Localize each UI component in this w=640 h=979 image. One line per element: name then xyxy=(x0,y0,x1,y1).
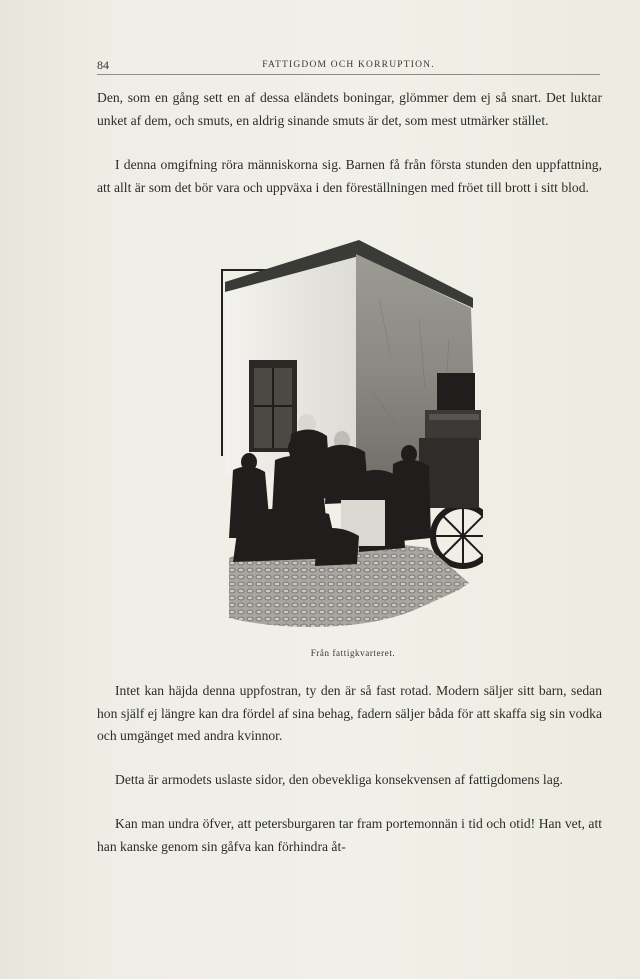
paragraph-3: Intet kan häjda denna uppfostran, ty den är så fast rotad. Modern säljer sitt barn, sedan hon själf ej längre kan dra fördel af sina behag, fadern säljer båda för att skaffa sig sin vodka och umgänget med andra kvinnor. xyxy=(97,683,602,743)
street-scene-photo xyxy=(219,238,483,630)
paragraph-5: Kan man undra öfver, att petersburgaren tar fram portemonnän i tid och otid! Han vet, att han kanske genom sin gåfva kan förhindra åt- xyxy=(97,816,602,854)
page-number: 84 xyxy=(97,58,109,72)
running-title: FATTIGDOM OCH KORRUPTION. xyxy=(262,60,435,70)
photograph xyxy=(219,238,483,630)
paragraph-4: Detta är armodets uslaste sidor, den obevekliga konsekvensen af fattigdomens lag. xyxy=(115,772,563,787)
figure-caption: Från fattigkvarteret. xyxy=(310,648,396,658)
paragraph-2: I denna omgifning röra människorna sig. Barnen få från första stunden den uppfattning, att allt är som det bör vara och uppväxa i den föreställningen med fröet till brott i sitt blod. xyxy=(97,157,602,195)
page-header xyxy=(97,58,600,75)
paragraph-1: Den, som en gång sett en af dessa eländets boningar, glömmer dem ej så snart. Det luktar unket af dem, och smuts, en aldrig sinande smuts är det, som mest utmärker stället. xyxy=(97,90,602,128)
